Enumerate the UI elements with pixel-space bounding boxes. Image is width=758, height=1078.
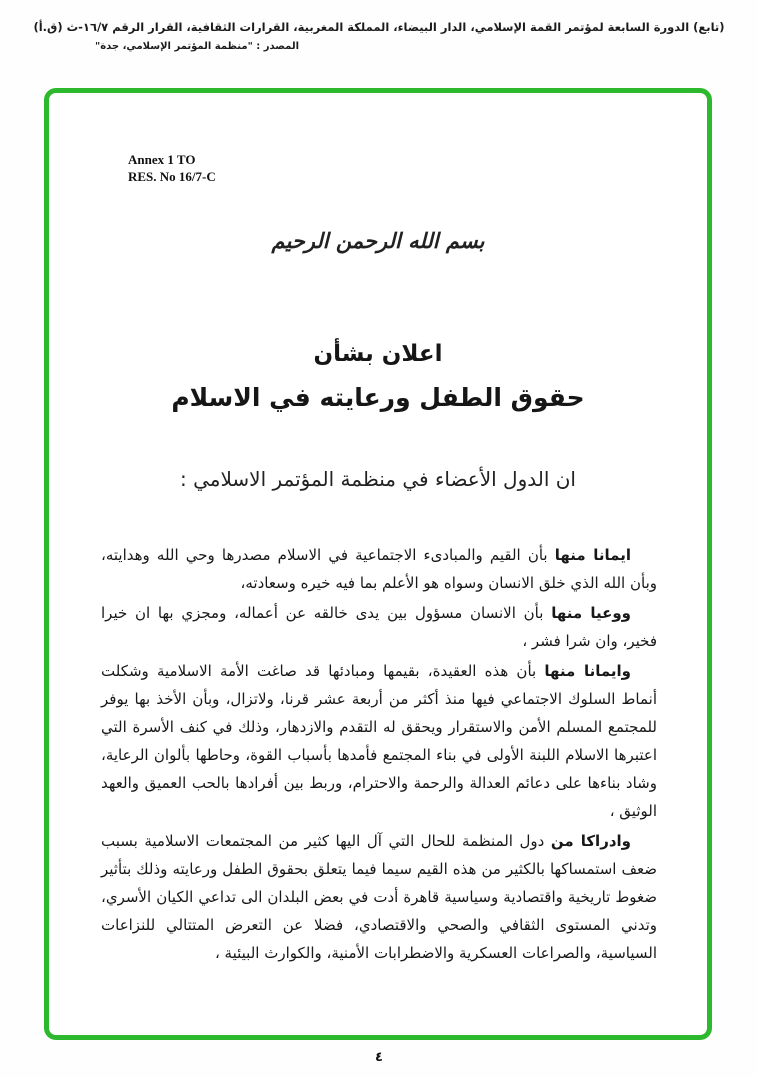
header-citation-line: (تابع) الدورة السابعة لمؤتمر القمة الإسلامي، الدار البيضاء، المملكة المغربية، القرارات الثقافية، القرار الرقم ١٦/٧-ث (ق.أ) (33, 20, 725, 34)
paragraph-text: بأن القيم والمبادىء الاجتماعية في الاسلام مصدرها وحي الله وهدايته، وبأن الله الذي خلق الانسان وسواه هو الأعلم بما فيه خيره وسعادته، (101, 546, 657, 592)
header-source-line: المصدر : "منظمة المؤتمر الإسلامي، جدة" (95, 41, 300, 52)
page-header (0, 20, 758, 52)
paragraph-lead: وايمانا منها (544, 662, 632, 680)
document-title (49, 341, 707, 412)
body-paragraph (101, 827, 657, 967)
paragraph-text: بأن الانسان مسؤول بين يدى خالقه عن أعماله، ومجزي بها ان خيرا فخير، وان شرا فشر ، (101, 604, 657, 650)
title-line2: حقوق الطفل ورعايته في الاسلام (171, 383, 585, 412)
body-paragraph (101, 657, 657, 825)
paragraph-lead: وادراكا من (550, 832, 631, 850)
title-line1: اعلان بشأن (313, 341, 443, 367)
paragraph-lead: ايمانا منها (554, 546, 631, 564)
paragraph-text: دول المنظمة للحال التي آل اليها كثير من المجتمعات الاسلامية بسبب ضعف استمساكها بالكثير من هذه القيم سيما فيما يتعلق بحقوق الطفل ورعايته وذلك بتأثير ضغوط تاريخية واقتصادية وسياسية قاهرة أدت في بعض البلدان الى تداعي الكيان الأسري، وتدني المستوى الثقافي والصحي والاقتصادي، فضلا عن التعرض المتتالي للنزاعات السياسية، والصراعات العسكرية والاضطرابات الأمنية، والكوارث البيئية ، (101, 832, 657, 962)
green-border-frame (44, 88, 712, 1040)
preamble-line: ان الدول الأعضاء في منظمة المؤتمر الاسلامي : (180, 467, 576, 491)
paragraph-text: بأن هذه العقيدة، بقيمها ومبادئها قد صاغت الأمة الاسلامية وشكلت أنماط السلوك الاجتماعي فيها منذ أكثر من أربعة عشر قرنا، ولاتزال، وبأن الأخذ بها يوفر للمجتمع المسلم الأمن والاستقرار ويحقق له التقدم والازدهار، وذلك في كنف الأسرة التي اعتبرها الاسلام اللبنة الأولى في بناء المجتمع فأمدها بأسباب القوة، وحاطها بألوان الرعاية، وشاد بناءها على دعائم العدالة والرحمة والاحترام، وربط بين أفرادها بالحب العميق والعهد الوثيق ، (101, 662, 657, 820)
paragraph-lead: ووعيا منها (551, 604, 631, 622)
annex-line1: Annex 1 TO (128, 152, 196, 167)
page-number: ٤ (375, 1050, 383, 1065)
basmala-calligraphy: بسم الله الرحمن الرحيم (271, 229, 485, 253)
annex-line2: RES. No 16/7-C (128, 168, 216, 184)
body-paragraph (101, 541, 657, 597)
body-paragraph (101, 599, 657, 655)
document-body (101, 541, 657, 969)
annex-reference (128, 152, 216, 186)
